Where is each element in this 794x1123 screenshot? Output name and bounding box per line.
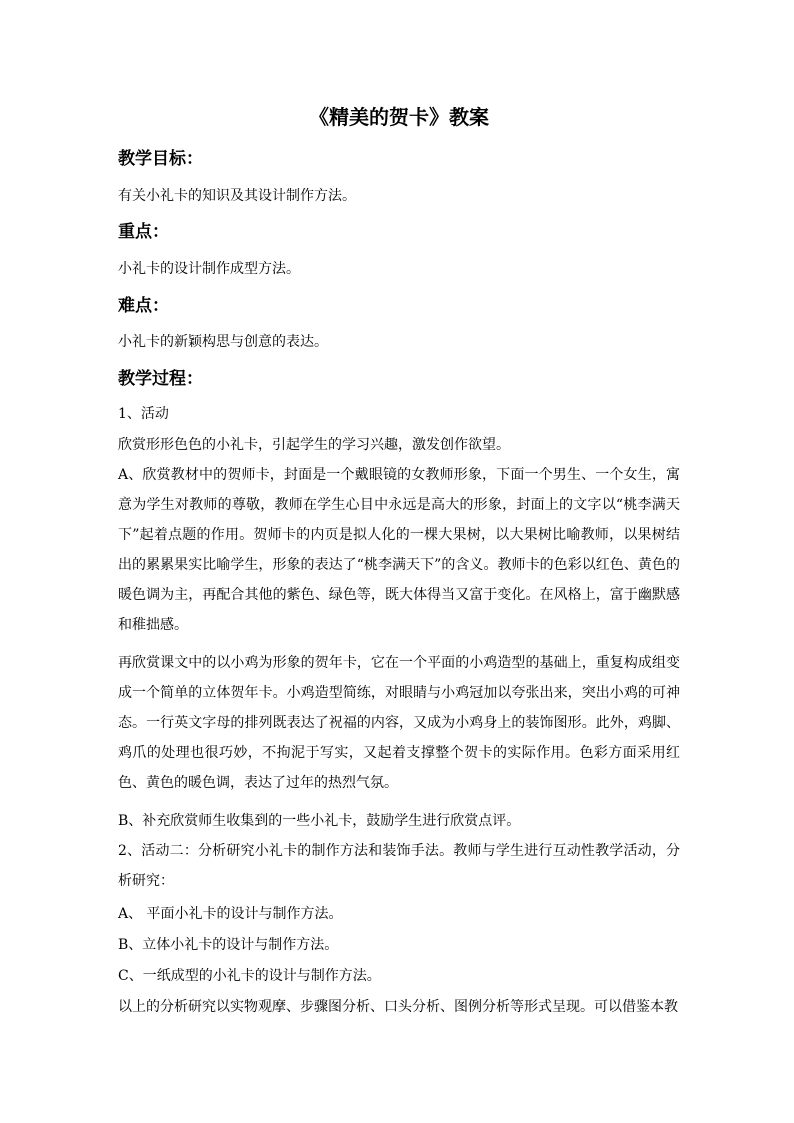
key-point-text: 小礼卡的设计制作成型方法。 — [118, 261, 300, 277]
paragraph-supplement: B、补充欣赏师生收集到的一些小礼卡，鼓励学生进行欣赏点评。 — [118, 813, 521, 829]
list-item-3d-card: B、立体小礼卡的设计与制作方法。 — [118, 937, 339, 953]
paragraph-step2: 2、活动二：分析研究小礼卡的制作方法和装饰手法。教师与学生进行互动性教学活动，分析研究： — [118, 843, 680, 889]
intro-text: 欣赏形形色色的小礼卡，引起学生的学习兴趣，激发创作欲望。 — [118, 437, 510, 453]
paragraph-chick-card: 再欣赏课文中的以小鸡为形象的贺年卡，它在一个平面的小鸡造型的基础上，重复构成组变成一个简单的立体贺年卡。小鸡造型简练，对眼睛与小鸡冠加以夸张出来，突出小鸡的可神态。一行英文字母的排列既表达了祝福的内容，又成为小鸡身上的装饰图形。此外，鸡脚、鸡爪的处理也很巧妙，不拘泥于写实，又起着支撑整个贺卡的实际作用。色彩方面采用红色、黄色的暖色调，表达了过年的热烈气氛。 — [118, 655, 680, 791]
document-title: 《精美的贺卡》教案 — [309, 105, 489, 129]
list-item-flat-card: A、 平面小礼卡的设计与制作方法。 — [118, 906, 343, 922]
process-heading: 教学过程： — [118, 369, 203, 389]
paragraph-teacher-card: A、欣赏教材中的贺师卡，封面是一个戴眼镜的女教师形象，下面一个男生、一个女生，寓意为学生对教师的尊敬，教师在学生心目中永远是高大的形象，封面上的文字以“桃李满天下”起着点题的作用。贺师卡的内页是拟人化的一棵大果树，以大果树比喻教师，以果树结出的累累果实比喻学生，形象的表达了“桃李满天下”的含义。教师卡的色彩以红色、黄色的暖色调为主，再配合其他的紫色、绿色等，既大体得当又富于变化。在风格上，富于幽默感和稚拙感。 — [118, 467, 680, 633]
list-item-one-sheet-card: C、一纸成型的小礼卡的设计与制作方法。 — [118, 968, 381, 984]
difficulty-heading: 难点： — [118, 296, 169, 316]
key-point-heading: 重点： — [118, 222, 169, 242]
difficulty-text: 小礼卡的新颖构思与创意的表达。 — [118, 334, 328, 350]
goal-text: 有关小礼卡的知识及其设计制作方法。 — [118, 188, 356, 204]
step1-label: 1、活动 — [118, 406, 169, 422]
paragraph-closing: 以上的分析研究以实物观摩、步骤图分析、口头分析、图例分析等形式呈现。可以借鉴本教 — [118, 999, 678, 1015]
goal-heading: 教学目标： — [118, 149, 203, 169]
